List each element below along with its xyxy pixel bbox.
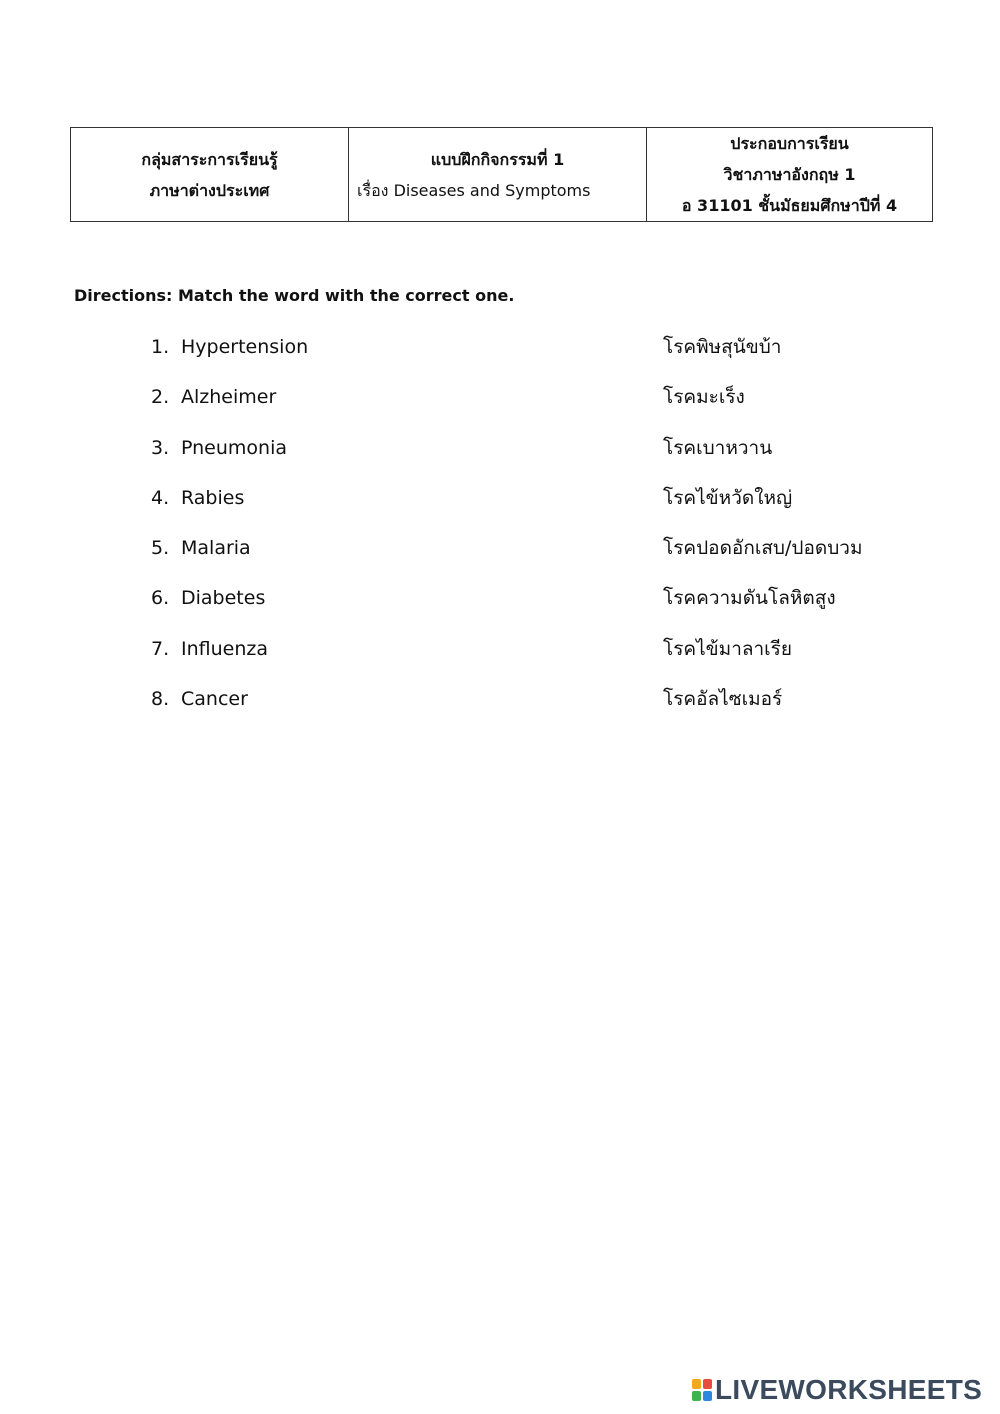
subject-group-line-1: กลุ่มสาระการเรียนรู้ xyxy=(141,149,278,169)
activity-title-cell xyxy=(349,128,647,222)
thai-meaning[interactable]: โรคพิษสุนัขบ้า xyxy=(663,336,782,358)
item-number: 5. xyxy=(151,537,170,560)
list-item xyxy=(0,383,1000,433)
thai-meaning[interactable]: โรคเบาหวาน xyxy=(663,436,773,459)
item-number: 4. xyxy=(151,486,170,509)
item-number: 6. xyxy=(151,587,170,610)
logo-square-icon xyxy=(703,1379,712,1389)
item-number: 2. xyxy=(151,386,170,409)
logo-text: LIVEWORKSHEETS xyxy=(715,1374,983,1405)
list-item xyxy=(0,685,1000,735)
item-number: 3. xyxy=(151,436,170,459)
list-item xyxy=(0,534,1000,584)
english-word[interactable]: Hypertension xyxy=(181,336,309,358)
item-number: 7. xyxy=(151,637,170,660)
item-number: 1. xyxy=(151,336,170,358)
course-info-line-1: ประกอบการเรียน xyxy=(730,134,849,153)
english-word[interactable]: Diabetes xyxy=(181,587,266,610)
english-word[interactable]: Influenza xyxy=(181,637,269,660)
logo-square-icon xyxy=(692,1379,701,1389)
english-word[interactable]: Rabies xyxy=(181,486,245,509)
thai-meaning[interactable]: โรคอัลไซเมอร์ xyxy=(663,688,783,711)
list-item xyxy=(0,584,1000,634)
list-item xyxy=(0,333,1000,383)
activity-number: แบบฝึกกิจกรรมที่ 1 xyxy=(430,149,565,169)
english-word[interactable]: Cancer xyxy=(181,688,248,711)
subject-group-cell xyxy=(71,128,349,222)
logo-square-icon xyxy=(692,1391,701,1401)
course-info-line-2: วิชาภาษาอังกฤษ 1 xyxy=(723,165,856,184)
matching-list xyxy=(0,333,1000,735)
course-info-cell xyxy=(647,128,933,222)
english-word[interactable]: Malaria xyxy=(181,537,251,560)
thai-meaning[interactable]: โรคไข้หวัดใหญ่ xyxy=(663,486,793,509)
thai-meaning[interactable]: โรคมะเร็ง xyxy=(663,386,745,409)
thai-meaning[interactable]: โรคความดันโลหิตสูง xyxy=(663,587,836,610)
english-word[interactable]: Pneumonia xyxy=(181,436,287,459)
activity-topic: เรื่อง Diseases and Symptoms xyxy=(357,180,591,200)
list-item xyxy=(0,484,1000,534)
header-table xyxy=(70,127,933,222)
item-number: 8. xyxy=(151,688,170,711)
thai-meaning[interactable]: โรคไข้มาลาเรีย xyxy=(663,637,793,660)
english-word[interactable]: Alzheimer xyxy=(181,386,277,409)
logo-squares-icon xyxy=(692,1379,712,1401)
list-item xyxy=(0,434,1000,484)
liveworksheets-logo xyxy=(692,1375,982,1405)
directions-text: Directions: Match the word with the correct one. xyxy=(74,286,515,305)
logo-square-icon xyxy=(703,1391,712,1401)
list-item xyxy=(0,635,1000,685)
subject-group-line-2: ภาษาต่างประเทศ xyxy=(149,180,270,200)
course-info-line-3: อ 31101 ชั้นมัธยมศึกษาปีที่ 4 xyxy=(681,196,898,215)
thai-meaning[interactable]: โรคปอดอักเสบ/ปอดบวม xyxy=(663,537,863,560)
